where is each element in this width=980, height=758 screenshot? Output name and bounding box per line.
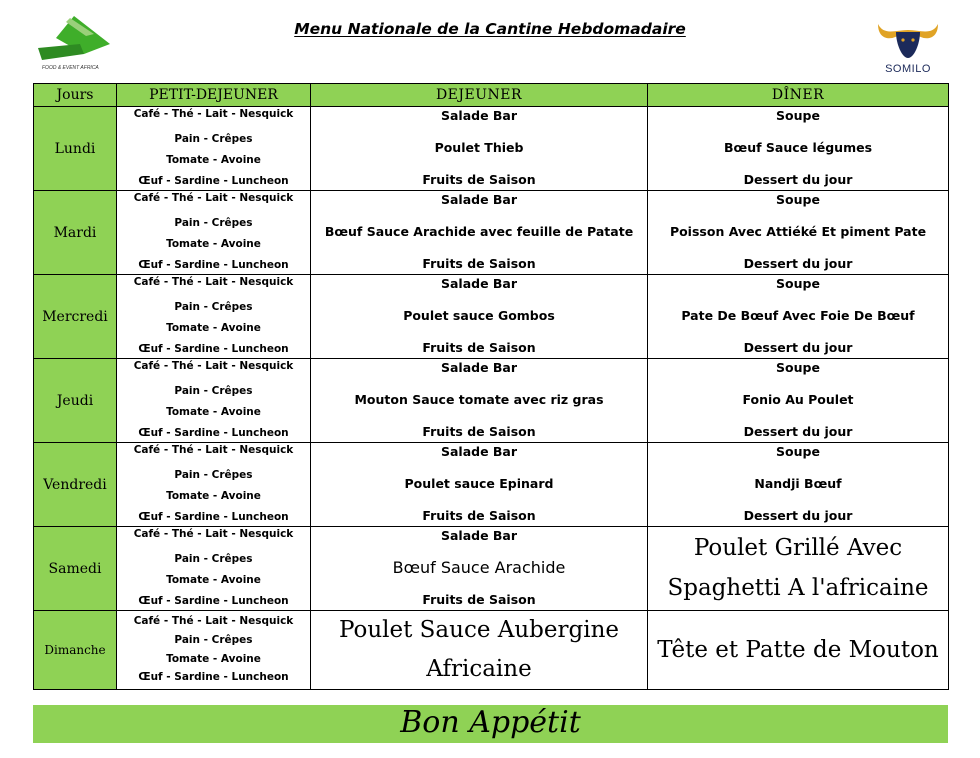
lunch-main: Bœuf Sauce Arachide	[392, 558, 566, 577]
breakfast-line: Tomate - Avoine	[166, 406, 261, 419]
breakfast-line: Café - Thé - Lait - Nesquick	[133, 528, 294, 540]
dinner-starter: Soupe	[776, 444, 820, 459]
lunch-dessert: Fruits de Saison	[422, 256, 536, 272]
breakfast-line: Pain - Crêpes	[174, 633, 253, 646]
table-row	[34, 527, 949, 611]
day-label: Jeudi	[34, 359, 117, 443]
dinner-dessert: Dessert du jour	[743, 340, 853, 356]
breakfast-line: Pain - Crêpes	[174, 217, 253, 230]
breakfast-line: Tomate - Avoine	[166, 322, 261, 335]
buffalo-icon	[872, 14, 944, 64]
table-row	[34, 107, 949, 191]
lunch-main: Poulet sauce Epinard	[404, 476, 554, 492]
dinner-cell	[648, 275, 949, 359]
breakfast-line: Pain - Crêpes	[174, 553, 253, 566]
breakfast-line: Pain - Crêpes	[174, 385, 253, 398]
lunch-starter: Salade Bar	[440, 528, 518, 543]
lunch-starter: Salade Bar	[440, 360, 518, 375]
lunch-cell	[311, 275, 648, 359]
dinner-starter: Soupe	[776, 108, 820, 123]
day-label: Mardi	[34, 191, 117, 275]
day-label: Mercredi	[34, 275, 117, 359]
dinner-special-line: Poulet Grillé Avec	[693, 535, 903, 562]
breakfast-line: Tomate - Avoine	[166, 574, 261, 587]
day-label: Lundi	[34, 107, 117, 191]
table-row	[34, 359, 949, 443]
lunch-cell	[311, 191, 648, 275]
lunch-dessert: Fruits de Saison	[422, 508, 536, 524]
col-header-jours: Jours	[34, 84, 117, 107]
breakfast-line: Pain - Crêpes	[174, 301, 253, 314]
logo-left-text: FOOD & EVENT AFRICA	[42, 65, 99, 71]
breakfast-line: Pain - Crêpes	[174, 133, 253, 146]
breakfast-cell	[117, 359, 311, 443]
table-row	[34, 611, 949, 690]
col-header-diner: DÎNER	[648, 84, 949, 107]
bon-appetit-banner: Bon Appétit	[33, 705, 948, 743]
dinner-starter: Soupe	[776, 192, 820, 207]
dinner-dessert: Dessert du jour	[743, 256, 853, 272]
col-header-dejeuner: DEJEUNER	[311, 84, 648, 107]
dinner-main: Bœuf Sauce légumes	[723, 140, 873, 156]
lunch-dessert: Fruits de Saison	[422, 340, 536, 356]
dinner-dessert: Dessert du jour	[743, 172, 853, 188]
dinner-special-line: Spaghetti A l'africaine	[667, 574, 929, 601]
lunch-special-line: Africaine	[426, 656, 532, 683]
day-label: Vendredi	[34, 443, 117, 527]
lunch-dessert: Fruits de Saison	[422, 172, 536, 188]
dinner-starter: Soupe	[776, 276, 820, 291]
page-title: Menu Nationale de la Cantine Hebdomadaire	[294, 20, 686, 38]
breakfast-line: Œuf - Sardine - Luncheon	[138, 259, 289, 272]
breakfast-line: Café - Thé - Lait - Nesquick	[133, 615, 294, 628]
lunch-cell	[311, 107, 648, 191]
breakfast-cell	[117, 191, 311, 275]
breakfast-line: Œuf - Sardine - Luncheon	[138, 511, 289, 524]
lunch-cell	[311, 527, 648, 611]
breakfast-cell	[117, 275, 311, 359]
lunch-cell	[311, 359, 648, 443]
breakfast-line: Œuf - Sardine - Luncheon	[138, 671, 289, 684]
breakfast-cell	[117, 611, 311, 690]
lunch-dessert: Fruits de Saison	[422, 592, 536, 608]
breakfast-line: Café - Thé - Lait - Nesquick	[133, 108, 294, 120]
logo-right-text: SOMILO	[885, 63, 931, 75]
lunch-starter: Salade Bar	[440, 108, 518, 123]
breakfast-line: Tomate - Avoine	[166, 154, 261, 167]
breakfast-cell	[117, 443, 311, 527]
lunch-special-line: Poulet Sauce Aubergine	[338, 617, 620, 643]
dinner-cell	[648, 611, 949, 690]
dinner-main: Fonio Au Poulet	[742, 392, 854, 408]
breakfast-cell	[117, 107, 311, 191]
dinner-starter: Soupe	[776, 360, 820, 375]
somilo-logo	[872, 14, 944, 80]
dinner-cell	[648, 443, 949, 527]
lunch-starter: Salade Bar	[440, 192, 518, 207]
col-header-petit-dejeuner: PETIT-DEJEUNER	[117, 84, 311, 107]
dinner-cell	[648, 107, 949, 191]
dinner-cell	[648, 527, 949, 611]
dinner-cell	[648, 191, 949, 275]
breakfast-line: Œuf - Sardine - Luncheon	[138, 343, 289, 356]
dinner-cell	[648, 359, 949, 443]
lunch-starter: Salade Bar	[440, 276, 518, 291]
table-row	[34, 443, 949, 527]
breakfast-line: Œuf - Sardine - Luncheon	[138, 175, 289, 188]
dinner-special-line: Tête et Patte de Mouton	[657, 636, 939, 663]
lunch-dessert: Fruits de Saison	[422, 424, 536, 440]
lunch-main: Poulet sauce Gombos	[403, 308, 555, 324]
breakfast-cell	[117, 527, 311, 611]
dinner-dessert: Dessert du jour	[743, 424, 853, 440]
lunch-cell	[311, 611, 648, 690]
lunch-cell	[311, 443, 648, 527]
breakfast-line: Café - Thé - Lait - Nesquick	[133, 192, 294, 204]
dinner-main: Pate De Bœuf Avec Foie De Bœuf	[681, 308, 915, 324]
lunch-starter: Salade Bar	[440, 444, 518, 459]
breakfast-line: Œuf - Sardine - Luncheon	[138, 427, 289, 440]
lunch-main: Bœuf Sauce Arachide avec feuille de Patate	[324, 224, 634, 240]
header-row	[34, 84, 949, 107]
breakfast-line: Café - Thé - Lait - Nesquick	[133, 276, 294, 288]
dinner-dessert: Dessert du jour	[743, 508, 853, 524]
breakfast-line: Tomate - Avoine	[166, 490, 261, 503]
breakfast-line: Tomate - Avoine	[166, 238, 261, 251]
day-label: Samedi	[34, 527, 117, 611]
breakfast-line: Café - Thé - Lait - Nesquick	[133, 444, 294, 456]
dinner-main: Nandji Bœuf	[754, 476, 842, 492]
menu-table	[33, 83, 949, 690]
table-row	[34, 275, 949, 359]
day-label: Dimanche	[34, 611, 117, 690]
lunch-main: Mouton Sauce tomate avec riz gras	[354, 392, 604, 408]
breakfast-line: Café - Thé - Lait - Nesquick	[133, 360, 294, 372]
dinner-main: Poisson Avec Attiéké Et piment Pate	[669, 224, 927, 240]
table-row	[34, 191, 949, 275]
breakfast-line: Tomate - Avoine	[166, 652, 261, 665]
breakfast-line: Pain - Crêpes	[174, 469, 253, 482]
breakfast-line: Œuf - Sardine - Luncheon	[138, 595, 289, 608]
lunch-main: Poulet Thieb	[434, 140, 524, 156]
